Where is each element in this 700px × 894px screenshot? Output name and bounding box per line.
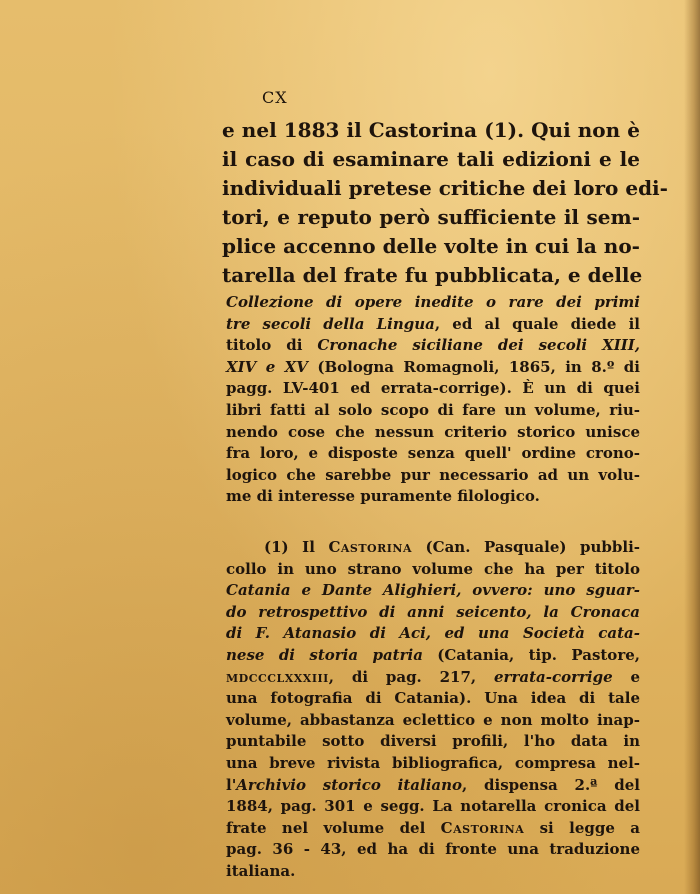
footnote-line: me di interesse puramente filologico. (226, 487, 540, 506)
body-line: tori, e reputo però sufficiente il sem- (222, 205, 640, 229)
footnote-line: italiana. (226, 861, 296, 880)
body-line: plice accenno delle volte in cui la no- (222, 234, 640, 258)
footnote-line: una breve rivista bibliografica, compresa nel- (226, 753, 640, 772)
body-text (222, 116, 668, 290)
footnote-line: mdccclxxxiii, di pag. 217, errata-corrige e (226, 667, 641, 686)
page-edge-shadow (684, 0, 700, 894)
footnote-line: nendo cose che nessun criterio storico unisce (226, 422, 640, 441)
footnote-line: una fotografia di Catania). Una idea di tale (226, 689, 640, 708)
footnote-line: logico che sarebbe pur necessario ad un volu- (226, 465, 640, 484)
footnote-line: libri fatti al solo scopo di fare un volume, riu- (226, 400, 640, 419)
footnote-line: nese di storia patria (Catania, tip. Pastore, (226, 645, 640, 664)
body-line: individuali pretese critiche dei loro edi- (222, 176, 668, 200)
footnote-1 (226, 537, 640, 883)
footnote-line: XIV e XV (Bologna Romagnoli, 1865, in 8.º di (226, 357, 640, 376)
footnote-line: 1884, pag. 301 e segg. La notarella cronica del (226, 797, 640, 816)
footnote-line: do retrospettivo di anni seicento, la Cronaca (226, 602, 640, 621)
footnote-line: l'Archivio storico italiano, dispensa 2.ª del (226, 775, 640, 794)
footnote-line: titolo di Cronache siciliane dei secoli XIII, (226, 336, 640, 355)
footnote-line: pag. 36 - 43, ed ha di fronte una traduzione (226, 840, 640, 859)
footnote-line: di F. Atanasio di Aci, ed una Società cata- (226, 624, 640, 643)
footnote-line: puntabile sotto diversi profili, l'ho data in (226, 732, 640, 751)
footnote-line: Collezione di opere inedite o rare dei primi (226, 293, 640, 311)
body-line: il caso di esaminare tali edizioni e le (222, 147, 640, 171)
footnote-line: Catania e Dante Alighieri, ovvero: uno sguar- (226, 581, 640, 600)
footnote-line: pagg. LV-401 ed errata-corrige). È un di quei (226, 379, 640, 398)
page-number: CX (262, 88, 288, 107)
footnote-line: volume, abbastanza eclettico e non molto inap- (226, 710, 640, 729)
body-line: e nel 1883 il Castorina (1). Qui non è (222, 118, 640, 142)
footnote-line: collo in uno strano volume che ha per titolo (226, 559, 640, 578)
footnote-line: (1) Il Castorina (Can. Pasquale) pubbli- (264, 538, 640, 556)
footnote-line: fra loro, e disposte senza quell' ordine crono- (226, 444, 640, 463)
footnote-line: tre secoli della Lingua, ed al quale diede il (226, 314, 640, 333)
body-line: tarella del frate fu pubblicata, e delle (222, 263, 643, 287)
footnote-line: frate nel volume del Castorina si legge a (226, 818, 640, 837)
footnote-continuation (226, 292, 640, 508)
